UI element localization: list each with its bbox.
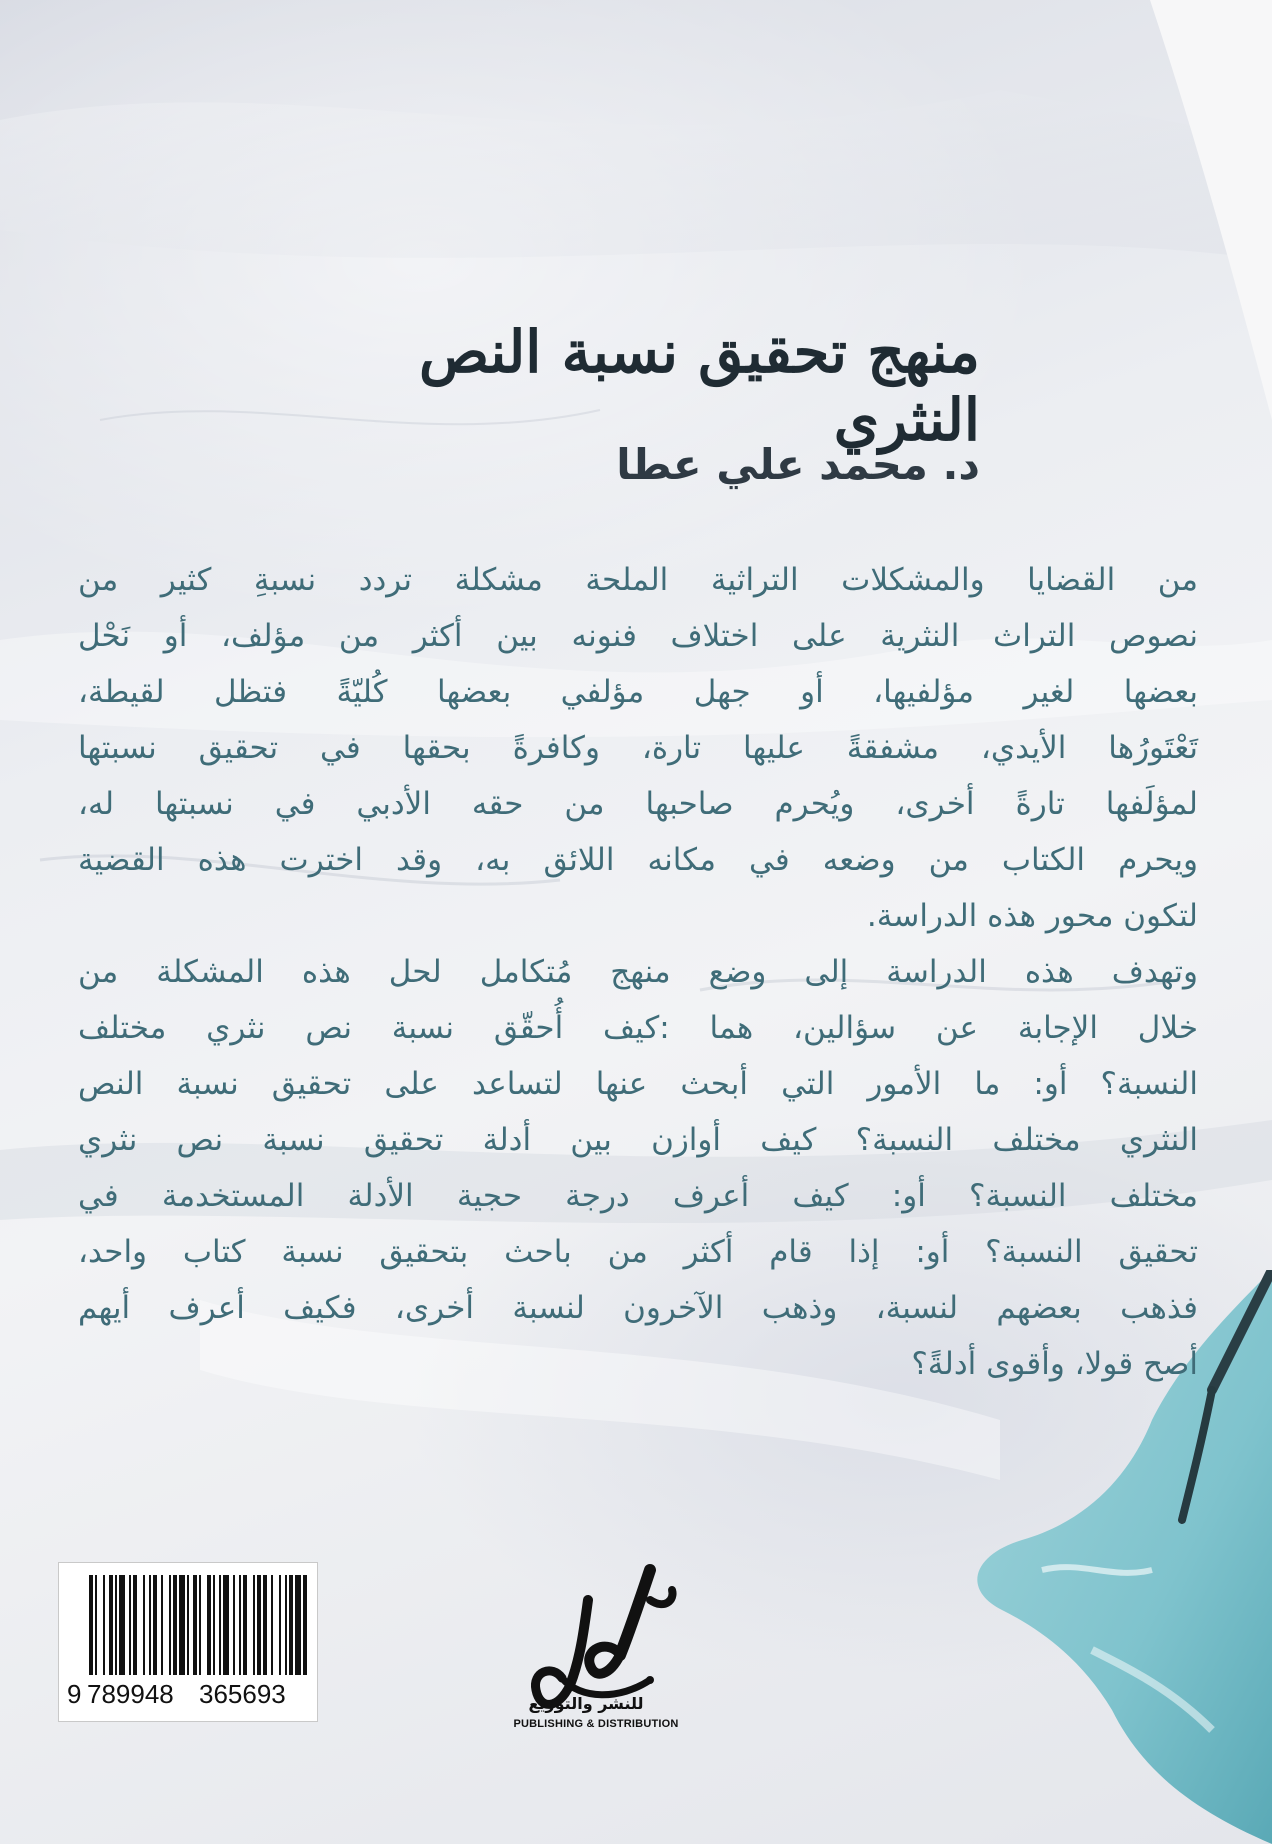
- blurb-line: ويحرم الكتاب من وضعه في مكانه اللائق به، وقد اخترت هذه القضية: [78, 842, 1198, 878]
- barcode-bar: [199, 1575, 201, 1675]
- barcode-bar: [173, 1575, 177, 1675]
- barcode-bar: [149, 1575, 151, 1675]
- blurb-line: لمؤلَفها تارةً أخرى، ويُحرم صاحبها من حقه الأدبي في نسبتها له،: [78, 786, 1198, 822]
- blurb-line: النسبة؟ أو: ما الأمور التي أبحث عنها لتساعد على تحقيق نسبة النص: [78, 1066, 1198, 1102]
- barcode-bar: [289, 1575, 293, 1675]
- barcode-bar: [153, 1575, 157, 1675]
- isbn-first-digit: 9: [67, 1679, 82, 1709]
- barcode-bar: [143, 1575, 145, 1675]
- barcode-bar: [89, 1575, 93, 1675]
- barcode-bar: [279, 1575, 281, 1675]
- barcode-bar: [295, 1575, 301, 1675]
- barcode-bar: [219, 1575, 221, 1675]
- blurb-line: نصوص التراث النثرية على اختلاف فنونه بين أكثر من مؤلف، أو نَحْل: [78, 618, 1198, 654]
- isbn-digits: [59, 1675, 317, 1715]
- barcode-bar: [239, 1575, 241, 1675]
- blurb-line: النثري مختلف النسبة؟ كيف أوازن بين أدلة تحقيق نسبة نص نثري: [78, 1122, 1198, 1158]
- barcode-bar: [213, 1575, 215, 1675]
- barcode-bar: [233, 1575, 235, 1675]
- blurb-line: تَعْتَورُها الأيدي، مشفقةً عليها تارة، وكافرةً بحقها في تحقيق نسبتها: [78, 730, 1198, 766]
- barcode-bar: [253, 1575, 255, 1675]
- blurb: [78, 552, 1198, 1392]
- author-name: د. محمد علي عطا: [616, 440, 980, 489]
- barcode-bar: [271, 1575, 273, 1675]
- barcode-bar: [133, 1575, 137, 1675]
- barcode-bar: [179, 1575, 185, 1675]
- barcode-bar: [95, 1575, 97, 1675]
- barcode-bar: [193, 1575, 197, 1675]
- blurb-line: فذهب بعضهم لنسبة، وذهب الآخرون لنسبة أخرى، فكيف أعرف أيهم: [78, 1290, 1198, 1326]
- barcode-bar: [103, 1575, 105, 1675]
- barcode-bar: [207, 1575, 211, 1675]
- blurb-line: تحقيق النسبة؟ أو: إذا قام أكثر من باحث بتحقيق نسبة كتاب واحد،: [78, 1234, 1198, 1270]
- blurb-line: بعضها لغير مؤلفيها، أو جهل مؤلفي بعضها كُليّةً فتظل لقيطة،: [78, 674, 1198, 710]
- barcode-bar: [187, 1575, 189, 1675]
- book-title: منهج تحقيق نسبة النص النثري: [419, 318, 980, 454]
- barcode-bar: [129, 1575, 131, 1675]
- barcode-bar: [243, 1575, 247, 1675]
- isbn-group-1: 789948: [87, 1679, 174, 1709]
- publisher-name-english: PUBLISHING & DISTRIBUTION: [513, 1718, 679, 1730]
- publisher-name-arabic: للنشر والتوزيع: [528, 1694, 644, 1713]
- barcode-bar: [257, 1575, 261, 1675]
- blurb-line: لتكون محور هذه الدراسة.: [866, 898, 1198, 934]
- isbn-barcode: [58, 1562, 318, 1722]
- barcode-bar: [303, 1575, 307, 1675]
- blurb-line: خلال الإجابة عن سؤالين، هما :كيف أُحقّق نسبة نص نثري مختلف: [78, 1010, 1198, 1046]
- barcode-bar: [223, 1575, 229, 1675]
- barcode-bar: [161, 1575, 163, 1675]
- barcode-bar: [263, 1575, 267, 1675]
- barcode-bar: [115, 1575, 117, 1675]
- barcode-bar: [285, 1575, 287, 1675]
- blurb-line: أصح قولا، وأقوى أدلةً؟: [911, 1346, 1198, 1382]
- barcode-bar: [169, 1575, 171, 1675]
- blurb-line: من القضايا والمشكلات التراثية الملحة مشكلة تردد نسبةِ كثير من: [78, 562, 1198, 598]
- barcode-bar: [119, 1575, 125, 1675]
- barcode-bars: [59, 1563, 317, 1681]
- isbn-group-2: 365693: [199, 1679, 286, 1709]
- barcode-bar: [109, 1575, 113, 1675]
- blurb-line: وتهدف هذه الدراسة إلى وضع منهج مُتكامل لحل هذه المشكلة من: [78, 954, 1198, 990]
- blurb-line: مختلف النسبة؟ أو: كيف أعرف درجة حجية الأدلة المستخدمة في: [78, 1178, 1198, 1214]
